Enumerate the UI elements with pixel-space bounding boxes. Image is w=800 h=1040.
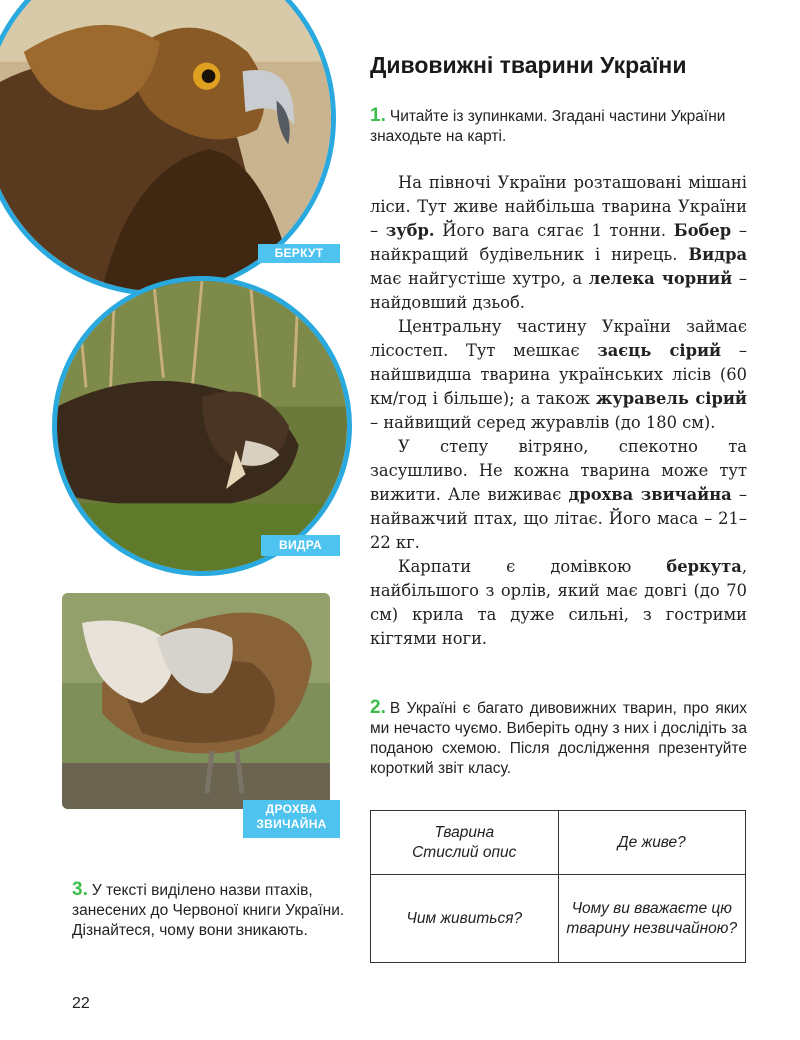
bustard-caption bbox=[243, 800, 340, 838]
otter-caption: ВИДРА bbox=[261, 535, 340, 556]
highlighted-animal-name: зубр. bbox=[385, 221, 435, 240]
task-3-number: 3. bbox=[72, 879, 88, 900]
task-1-text: Читайте із зупинками. Згадані частини України знаходьте на карті. bbox=[370, 108, 726, 145]
bustard-photo bbox=[62, 593, 330, 809]
otter-photo bbox=[52, 276, 352, 576]
highlighted-animal-name: заєць сірий bbox=[597, 341, 722, 360]
page-title: Дивовижні тварини України bbox=[370, 52, 687, 78]
text-segment: має найгустіше хутро, а bbox=[370, 269, 589, 288]
highlighted-animal-name: журавель сірий bbox=[595, 389, 747, 408]
text-segment: Центральну частину України займає лісостеп. Тут мешкає bbox=[370, 317, 747, 360]
text-segment: , найбільшого з орлів, який має довгі (до 70 см) крила та дуже сильні, з гострими кігтями ноги. bbox=[370, 557, 747, 648]
task-3 bbox=[72, 880, 352, 941]
research-scheme-table bbox=[370, 810, 746, 963]
task-1 bbox=[370, 106, 747, 147]
text-segment: На півночі України розташовані мішані ліси. Тут живе найбільша тварина України – bbox=[370, 173, 747, 240]
text-segment: Карпати є домівкою bbox=[398, 557, 667, 576]
text-segment: – найвищий серед журавлів (до 180 см). bbox=[370, 413, 716, 432]
eagle-caption: БЕРКУТ bbox=[258, 244, 340, 263]
task-2 bbox=[370, 698, 747, 779]
text-paragraph bbox=[370, 171, 747, 315]
text-paragraph bbox=[370, 435, 747, 555]
scheme-cell-habitat: Де живе? bbox=[558, 811, 746, 875]
text-segment: – найважчий птах, що літає. Його маса – 21–22 кг. bbox=[370, 485, 747, 552]
scheme-cell-unusual: Чому ви вважаєте цю тварину незвичайною? bbox=[558, 875, 746, 963]
scheme-cell-food: Чим живиться? bbox=[371, 875, 559, 963]
text-paragraph bbox=[370, 555, 747, 651]
scheme-cell-animal-line-2: Стислий опис bbox=[412, 843, 517, 861]
table-row bbox=[371, 811, 746, 875]
table-row bbox=[371, 875, 746, 963]
text-paragraph bbox=[370, 315, 747, 435]
bustard-caption-line-1: ДРОХВА bbox=[265, 802, 318, 816]
task-3-text: У тексті виділено назви птахів, занесених до Червоної книги України. Дізнайтеся, чому вони зникають. bbox=[72, 882, 345, 939]
text-segment: Його вага сягає 1 тонни. bbox=[434, 221, 674, 240]
text-segment: – найкращий будівельник і нирець. bbox=[370, 221, 747, 264]
text-segment: – найдовший дзьоб. bbox=[370, 269, 747, 312]
highlighted-animal-name: лелека чорний bbox=[588, 269, 733, 288]
task-2-text: В Україні є багато дивовижних тварин, про яких ми нечасто чуємо. Виберіть одну з них і дослідіть за поданою схемою. Після дослідження презентуйте короткий звіт класу. bbox=[370, 700, 747, 777]
bustard-caption-line-2: ЗВИЧАЙНА bbox=[256, 817, 327, 831]
highlighted-animal-name: дрохва звичайна bbox=[568, 485, 732, 504]
highlighted-animal-name: Бобер bbox=[673, 221, 732, 240]
scheme-cell-animal-line-1: Тварина bbox=[434, 823, 495, 841]
task-2-number: 2. bbox=[370, 697, 386, 718]
main-text bbox=[370, 171, 747, 651]
task-1-number: 1. bbox=[370, 105, 386, 126]
scheme-cell-animal bbox=[371, 811, 559, 875]
text-segment: У степу вітряно, спекотно та засушливо. Не кожна тварина може тут вижити. Але виживає bbox=[370, 437, 747, 504]
page-number: 22 bbox=[72, 995, 90, 1012]
highlighted-animal-name: Видра bbox=[688, 245, 747, 264]
text-segment: – найшвидша тварина українських лісів (60 км/год і більше); а також bbox=[370, 341, 747, 408]
highlighted-animal-name: беркута bbox=[666, 557, 742, 576]
